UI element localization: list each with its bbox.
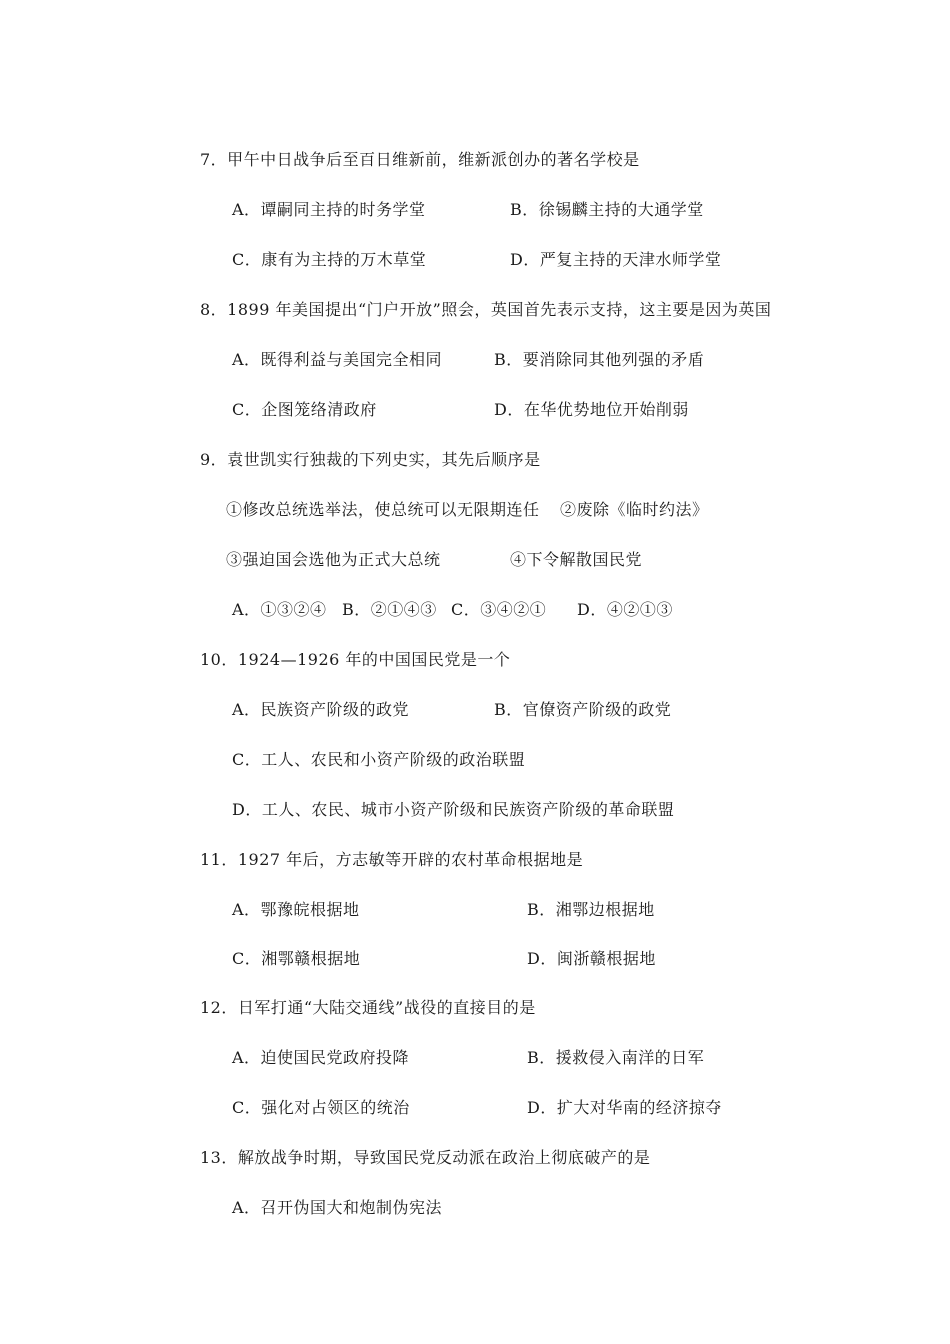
question-12-option-b: B．援救侵入南洋的日军 (527, 1048, 705, 1067)
question-7-option-a: A．谭嗣同主持的时务学堂 (232, 200, 426, 219)
question-9-option-c: C．③④②① (451, 600, 547, 619)
question-13-stem: 13．解放战争时期，导致国民党反动派在政治上彻底破产的是 (200, 1148, 651, 1167)
question-9-item-2: ②废除《临时约法》 (560, 500, 709, 519)
question-10-option-a: A．民族资产阶级的政党 (232, 700, 410, 719)
question-8-option-c: C．企图笼络清政府 (232, 400, 377, 419)
question-12-stem: 12．日军打通“大陆交通线”战役的直接目的是 (200, 998, 536, 1017)
question-11-option-b: B．湘鄂边根据地 (527, 900, 655, 919)
question-8-option-b: B．要消除同其他列强的矛盾 (494, 350, 705, 369)
question-9-item-4: ④下令解散国民党 (510, 550, 643, 569)
question-10-option-d: D．工人、农民、城市小资产阶级和民族资产阶级的革命联盟 (232, 800, 675, 819)
question-11-stem: 11．1927 年后，方志敏等开辟的农村革命根据地是 (200, 850, 584, 869)
question-10-option-b: B．官僚资产阶级的政党 (494, 700, 672, 719)
question-8-option-d: D．在华优势地位开始削弱 (494, 400, 689, 419)
question-9-option-d: D．④②①③ (577, 600, 673, 619)
question-9-stem: 9．袁世凯实行独裁的下列史实，其先后顺序是 (200, 450, 541, 469)
question-7-option-b: B．徐锡麟主持的大通学堂 (510, 200, 704, 219)
question-11-option-d: D．闽浙赣根据地 (527, 949, 656, 968)
question-9-option-a: A．①③②④ (232, 600, 327, 619)
question-12-option-c: C．强化对占领区的统治 (232, 1098, 410, 1117)
question-13-option-a: A．召开伪国大和炮制伪宪法 (232, 1198, 443, 1217)
question-11-option-a: A．鄂豫皖根据地 (232, 900, 360, 919)
question-12-option-d: D．扩大对华南的经济掠夺 (527, 1098, 722, 1117)
question-9-item-3: ③强迫国会选他为正式大总统 (226, 550, 441, 569)
question-10-stem: 10．1924—1926 年的中国国民党是一个 (200, 650, 511, 669)
question-8-stem: 8．1899 年美国提出“门户开放”照会，英国首先表示支持，这主要是因为英国 (200, 300, 772, 319)
question-12-option-a: A．迫使国民党政府投降 (232, 1048, 410, 1067)
question-9-item-1: ①修改总统选举法，使总统可以无限期连任 (226, 500, 540, 519)
question-7-stem: 7．甲午中日战争后至百日维新前，维新派创办的著名学校是 (200, 150, 640, 169)
question-7-option-c: C．康有为主持的万木草堂 (232, 250, 427, 269)
question-8-option-a: A．既得利益与美国完全相同 (232, 350, 443, 369)
question-11-option-c: C．湘鄂赣根据地 (232, 949, 361, 968)
question-7-option-d: D．严复主持的天津水师学堂 (510, 250, 722, 269)
question-9-option-b: B．②①④③ (342, 600, 437, 619)
question-10-option-c: C．工人、农民和小资产阶级的政治联盟 (232, 750, 526, 769)
